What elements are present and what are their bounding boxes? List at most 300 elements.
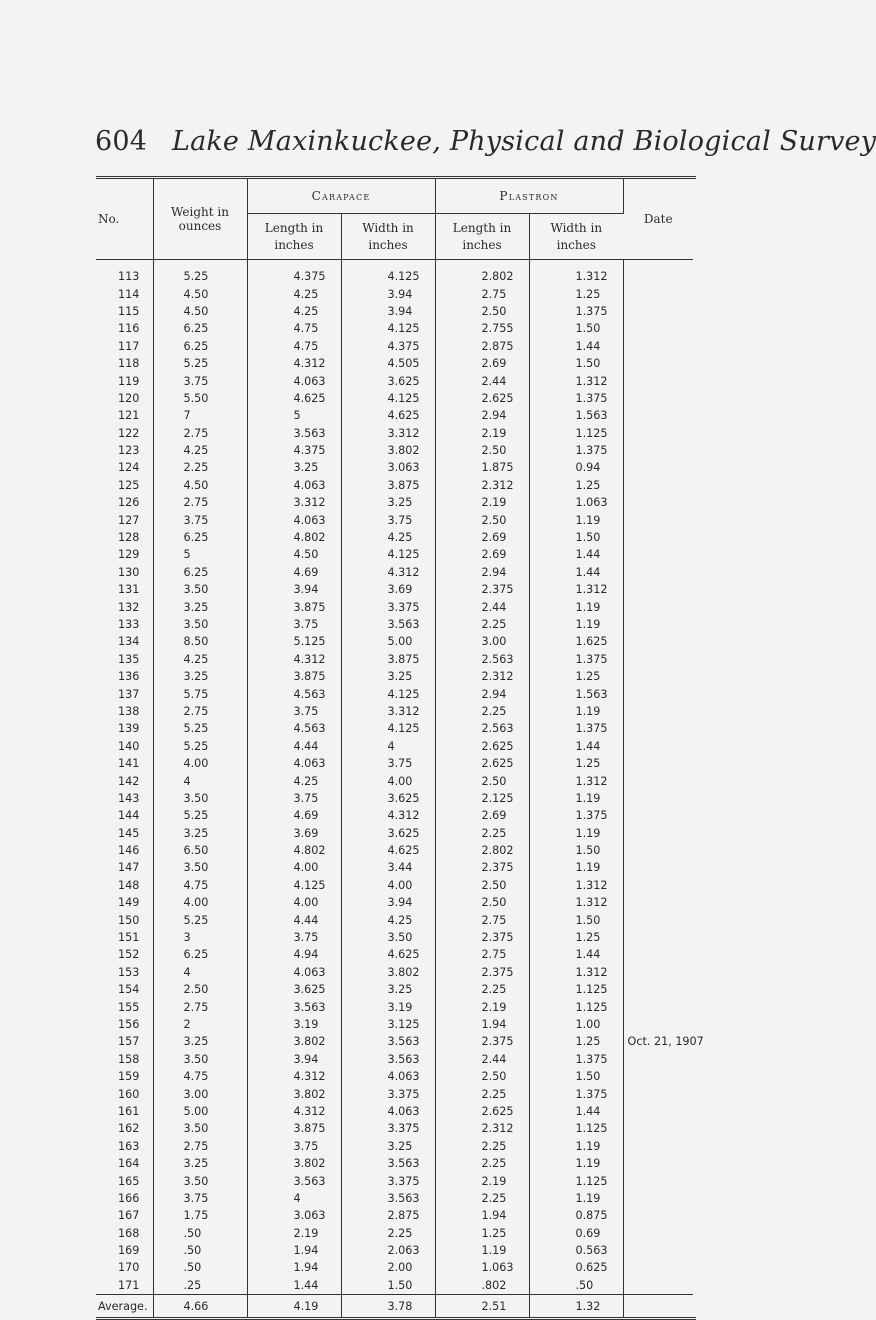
cell-carapace-width: 2.063 [341, 1242, 435, 1259]
cell-carapace-length: 3.69 [247, 825, 341, 842]
cell-plastron-width: 1.50 [529, 355, 623, 372]
cell-carapace-length: 4.44 [247, 738, 341, 755]
cell-weight: .25 [153, 1277, 247, 1295]
cell-carapace-length: 3.875 [247, 598, 341, 615]
cell-carapace-width: 3.69 [341, 581, 435, 598]
cell-no: 166 [96, 1190, 153, 1207]
cell-weight: 2.75 [153, 703, 247, 720]
cell-plastron-length: 2.375 [435, 929, 529, 946]
cell-weight: 6.25 [153, 320, 247, 337]
page-title: Lake Maxinkuckee, Physical and Biological Survey [171, 126, 876, 157]
cell-no: 165 [96, 1172, 153, 1189]
cell-no: 150 [96, 911, 153, 928]
cell-no: 131 [96, 581, 153, 598]
cell-date [623, 859, 693, 876]
cell-plastron-width: 1.19 [529, 825, 623, 842]
cell-weight: 2.75 [153, 494, 247, 511]
table-row [96, 1016, 693, 1033]
cell-weight: 7 [153, 407, 247, 424]
cell-carapace-width: 3.94 [341, 285, 435, 302]
cell-no: 148 [96, 877, 153, 894]
cell-plastron-width: 0.94 [529, 459, 623, 476]
table-row [96, 355, 693, 372]
cell-plastron-length: 2.69 [435, 546, 529, 563]
cell-carapace-width: 4.00 [341, 772, 435, 789]
cell-plastron-length: 1.94 [435, 1016, 529, 1033]
header-carapace-length: Length in inches [247, 214, 341, 260]
cell-plastron-length: 2.25 [435, 1138, 529, 1155]
cell-carapace-width: 2.875 [341, 1207, 435, 1224]
cell-weight: 3.50 [153, 1120, 247, 1137]
cell-plastron-length: 2.625 [435, 390, 529, 407]
header-no: No. [96, 179, 153, 260]
cell-carapace-width: 4.125 [341, 390, 435, 407]
cell-no: 152 [96, 946, 153, 963]
table-row [96, 1033, 693, 1050]
cell-no: 146 [96, 842, 153, 859]
cell-no: 168 [96, 1224, 153, 1241]
cell-no: 164 [96, 1155, 153, 1172]
cell-carapace-width: 4.125 [341, 685, 435, 702]
cell-plastron-length: 2.69 [435, 529, 529, 546]
table-row [96, 755, 693, 772]
cell-carapace-length: 3.75 [247, 616, 341, 633]
cell-weight: 5 [153, 546, 247, 563]
cell-plastron-width: 1.19 [529, 1138, 623, 1155]
cell-date [623, 546, 693, 563]
cell-date [623, 1085, 693, 1102]
cell-plastron-length: 2.44 [435, 598, 529, 615]
table-row [96, 1120, 693, 1137]
cell-weight: 3.00 [153, 1085, 247, 1102]
cell-date [623, 529, 693, 546]
cell-plastron-width: 0.625 [529, 1259, 623, 1276]
table-row [96, 685, 693, 702]
cell-carapace-length: 3.94 [247, 581, 341, 598]
table-row [96, 1207, 693, 1224]
cell-plastron-width: 1.19 [529, 1155, 623, 1172]
cell-carapace-length: 4.802 [247, 529, 341, 546]
table-row [96, 946, 693, 963]
cell-plastron-length: 2.19 [435, 1172, 529, 1189]
cell-weight: 5.50 [153, 390, 247, 407]
table-row [96, 929, 693, 946]
cell-weight: 6.25 [153, 946, 247, 963]
cell-plastron-length: 2.625 [435, 755, 529, 772]
cell-carapace-length: 4.94 [247, 946, 341, 963]
cell-plastron-length: 2.69 [435, 807, 529, 824]
table-row [96, 668, 693, 685]
table-row [96, 981, 693, 998]
cell-plastron-length: 2.94 [435, 685, 529, 702]
cell-plastron-width: 1.44 [529, 564, 623, 581]
cell-plastron-width: 1.19 [529, 703, 623, 720]
table-row [96, 459, 693, 476]
cell-plastron-length: 2.25 [435, 981, 529, 998]
cell-carapace-width: 3.625 [341, 825, 435, 842]
cell-carapace-width: 4.505 [341, 355, 435, 372]
page-header [95, 126, 876, 157]
cell-plastron-length: 2.312 [435, 668, 529, 685]
cell-plastron-length: 2.312 [435, 477, 529, 494]
cell-date [623, 477, 693, 494]
cell-carapace-width: 3.312 [341, 703, 435, 720]
cell-plastron-width: 1.50 [529, 911, 623, 928]
table-row [96, 338, 693, 355]
cell-carapace-length: 4.44 [247, 911, 341, 928]
table-row [96, 564, 693, 581]
cell-weight: 5.00 [153, 1103, 247, 1120]
cell-plastron-length: 2.802 [435, 260, 529, 286]
average-row [96, 1295, 693, 1318]
cell-carapace-length: 4.063 [247, 964, 341, 981]
cell-plastron-width: 1.19 [529, 511, 623, 528]
cell-no: 114 [96, 285, 153, 302]
cell-carapace-length: 1.94 [247, 1259, 341, 1276]
cell-weight: 4.00 [153, 755, 247, 772]
cell-date [623, 616, 693, 633]
cell-weight: 3.25 [153, 825, 247, 842]
cell-weight: 4.50 [153, 477, 247, 494]
cell-plastron-width: 0.563 [529, 1242, 623, 1259]
cell-carapace-width: 4.375 [341, 338, 435, 355]
cell-carapace-length: 4 [247, 1190, 341, 1207]
cell-no: 144 [96, 807, 153, 824]
cell-no: 161 [96, 1103, 153, 1120]
cell-carapace-length: 1.94 [247, 1242, 341, 1259]
cell-weight: 6.25 [153, 564, 247, 581]
cell-plastron-width: 1.50 [529, 320, 623, 337]
table-body [96, 260, 704, 1318]
cell-no: 143 [96, 790, 153, 807]
cell-date [623, 390, 693, 407]
cell-plastron-width: 1.44 [529, 738, 623, 755]
cell-carapace-length: 3.063 [247, 1207, 341, 1224]
cell-plastron-width: 1.25 [529, 929, 623, 946]
cell-plastron-width: 0.875 [529, 1207, 623, 1224]
cell-date [623, 651, 693, 668]
header-weight: Weight in ounces [153, 179, 247, 260]
cell-plastron-length: 2.19 [435, 998, 529, 1015]
cell-date [623, 442, 693, 459]
cell-weight: 2.75 [153, 1138, 247, 1155]
cell-plastron-length: .802 [435, 1277, 529, 1295]
cell-plastron-width: 1.375 [529, 303, 623, 320]
cell-carapace-width: 3.44 [341, 859, 435, 876]
cell-plastron-width: 1.375 [529, 651, 623, 668]
cell-plastron-width: 1.25 [529, 285, 623, 302]
cell-no: 113 [96, 260, 153, 286]
cell-no: 127 [96, 511, 153, 528]
cell-weight: 2.75 [153, 425, 247, 442]
cell-date [623, 790, 693, 807]
table-row [96, 651, 693, 668]
cell-weight: 6.25 [153, 338, 247, 355]
cell-no: 162 [96, 1120, 153, 1137]
cell-carapace-width: 3.625 [341, 790, 435, 807]
cell-weight: 4.25 [153, 651, 247, 668]
cell-plastron-length: 2.25 [435, 703, 529, 720]
cell-no: 128 [96, 529, 153, 546]
table-row [96, 1138, 693, 1155]
cell-date [623, 755, 693, 772]
cell-carapace-width: 4 [341, 738, 435, 755]
cell-weight: 4 [153, 772, 247, 789]
cell-no: 123 [96, 442, 153, 459]
table-row [96, 1242, 693, 1259]
cell-no: 159 [96, 1068, 153, 1085]
cell-plastron-width: 1.50 [529, 1068, 623, 1085]
cell-plastron-length: 2.69 [435, 355, 529, 372]
cell-carapace-length: 4.063 [247, 372, 341, 389]
cell-no: 141 [96, 755, 153, 772]
cell-date [623, 703, 693, 720]
cell-date [623, 720, 693, 737]
cell-plastron-length: 2.44 [435, 372, 529, 389]
cell-plastron-length: 2.50 [435, 442, 529, 459]
cell-carapace-width: 3.94 [341, 894, 435, 911]
table-row [96, 285, 693, 302]
cell-carapace-width: 4.125 [341, 320, 435, 337]
cell-weight: 4.75 [153, 877, 247, 894]
table-row [96, 511, 693, 528]
cell-carapace-width: 3.25 [341, 1138, 435, 1155]
cell-carapace-width: 3.802 [341, 964, 435, 981]
cell-plastron-width: 1.375 [529, 442, 623, 459]
cell-plastron-width: 1.19 [529, 598, 623, 615]
cell-plastron-width: 1.563 [529, 685, 623, 702]
cell-carapace-width: 3.563 [341, 1033, 435, 1050]
cell-plastron-width: 1.00 [529, 1016, 623, 1033]
cell-carapace-width: 3.125 [341, 1016, 435, 1033]
cell-weight: 3 [153, 929, 247, 946]
cell-carapace-length: 4.00 [247, 859, 341, 876]
cell-plastron-length: 2.375 [435, 859, 529, 876]
cell-no: 125 [96, 477, 153, 494]
cell-carapace-length: 4.69 [247, 807, 341, 824]
cell-carapace-length: 4.063 [247, 477, 341, 494]
cell-carapace-length: 4.75 [247, 338, 341, 355]
cell-date [623, 459, 693, 476]
cell-carapace-width: 3.50 [341, 929, 435, 946]
cell-plastron-width: 1.312 [529, 964, 623, 981]
cell-weight: 5.25 [153, 720, 247, 737]
cell-no: 138 [96, 703, 153, 720]
cell-plastron-length: 2.94 [435, 564, 529, 581]
cell-no: 156 [96, 1016, 153, 1033]
average-cell-no: Average. [96, 1295, 153, 1318]
cell-plastron-length: 2.563 [435, 651, 529, 668]
table-row [96, 738, 693, 755]
cell-weight: 6.50 [153, 842, 247, 859]
cell-no: 118 [96, 355, 153, 372]
cell-plastron-length: 2.50 [435, 1068, 529, 1085]
cell-no: 120 [96, 390, 153, 407]
cell-date [623, 981, 693, 998]
cell-no: 149 [96, 894, 153, 911]
cell-weight: 3.50 [153, 859, 247, 876]
cell-carapace-length: 4.69 [247, 564, 341, 581]
cell-plastron-width: 1.125 [529, 998, 623, 1015]
cell-plastron-length: 2.50 [435, 303, 529, 320]
cell-date [623, 285, 693, 302]
cell-plastron-width: 1.19 [529, 859, 623, 876]
cell-carapace-length: 4.312 [247, 651, 341, 668]
cell-weight: 3.75 [153, 511, 247, 528]
cell-no: 157 [96, 1033, 153, 1050]
table-row [96, 825, 693, 842]
table-row [96, 790, 693, 807]
cell-weight: 3.75 [153, 372, 247, 389]
cell-weight: 3.50 [153, 1172, 247, 1189]
table-row [96, 372, 693, 389]
cell-plastron-length: 1.875 [435, 459, 529, 476]
cell-weight: 3.50 [153, 581, 247, 598]
cell-date [623, 911, 693, 928]
cell-weight: 2 [153, 1016, 247, 1033]
cell-carapace-length: 4.375 [247, 442, 341, 459]
cell-carapace-length: 3.802 [247, 1033, 341, 1050]
cell-no: 140 [96, 738, 153, 755]
table-row [96, 772, 693, 789]
cell-date [623, 1277, 693, 1295]
cell-carapace-length: 4.25 [247, 303, 341, 320]
cell-carapace-length: 4.563 [247, 720, 341, 737]
cell-plastron-width: 1.125 [529, 1172, 623, 1189]
cell-carapace-length: 5.125 [247, 633, 341, 650]
cell-carapace-width: 3.375 [341, 1172, 435, 1189]
cell-no: 154 [96, 981, 153, 998]
cell-plastron-width: 1.125 [529, 1120, 623, 1137]
table-row [96, 1085, 693, 1102]
cell-carapace-length: 4.75 [247, 320, 341, 337]
cell-date [623, 1103, 693, 1120]
measurements-table-wrapper [96, 176, 704, 1320]
cell-carapace-length: 3.802 [247, 1085, 341, 1102]
cell-carapace-length: 4.50 [247, 546, 341, 563]
cell-no: 126 [96, 494, 153, 511]
cell-plastron-width: 1.125 [529, 981, 623, 998]
cell-no: 155 [96, 998, 153, 1015]
table-row [96, 1190, 693, 1207]
header-plastron: Plastron [435, 179, 623, 214]
table-row [96, 442, 693, 459]
cell-weight: 5.25 [153, 355, 247, 372]
cell-carapace-width: 3.563 [341, 616, 435, 633]
cell-carapace-width: 1.50 [341, 1277, 435, 1295]
cell-weight: 5.25 [153, 807, 247, 824]
cell-date [623, 738, 693, 755]
cell-no: 115 [96, 303, 153, 320]
cell-carapace-width: 4.625 [341, 842, 435, 859]
cell-no: 134 [96, 633, 153, 650]
cell-weight: 1.75 [153, 1207, 247, 1224]
cell-no: 158 [96, 1051, 153, 1068]
cell-carapace-length: 3.875 [247, 1120, 341, 1137]
cell-carapace-length: 4.125 [247, 877, 341, 894]
table-row [96, 1172, 693, 1189]
cell-plastron-width: 1.312 [529, 772, 623, 789]
cell-no: 160 [96, 1085, 153, 1102]
cell-date [623, 511, 693, 528]
cell-plastron-width: 1.44 [529, 946, 623, 963]
table-row [96, 390, 693, 407]
cell-no: 167 [96, 1207, 153, 1224]
cell-plastron-length: 2.50 [435, 894, 529, 911]
table-row [96, 1224, 693, 1241]
cell-weight: 3.75 [153, 1190, 247, 1207]
cell-plastron-length: 2.312 [435, 1120, 529, 1137]
cell-plastron-width: 1.563 [529, 407, 623, 424]
cell-plastron-length: 2.50 [435, 511, 529, 528]
cell-plastron-width: 1.375 [529, 807, 623, 824]
cell-date [623, 1016, 693, 1033]
cell-no: 119 [96, 372, 153, 389]
page-number: 604 [95, 126, 148, 157]
cell-plastron-length: 1.25 [435, 1224, 529, 1241]
cell-weight: .50 [153, 1224, 247, 1241]
cell-plastron-width: 1.50 [529, 529, 623, 546]
cell-weight: 3.50 [153, 1051, 247, 1068]
cell-date [623, 633, 693, 650]
cell-plastron-width: 1.50 [529, 842, 623, 859]
cell-carapace-length: 3.75 [247, 1138, 341, 1155]
cell-plastron-length: 2.75 [435, 946, 529, 963]
cell-carapace-width: 4.25 [341, 529, 435, 546]
cell-plastron-length: 2.19 [435, 494, 529, 511]
header-carapace-width: Width in inches [341, 214, 435, 260]
cell-weight: 4.50 [153, 303, 247, 320]
cell-plastron-length: 2.25 [435, 616, 529, 633]
cell-carapace-length: 4.312 [247, 355, 341, 372]
cell-carapace-width: 4.312 [341, 807, 435, 824]
cell-no: 139 [96, 720, 153, 737]
cell-date [623, 303, 693, 320]
cell-plastron-length: 2.125 [435, 790, 529, 807]
cell-carapace-length: 4.25 [247, 772, 341, 789]
cell-plastron-length: 2.875 [435, 338, 529, 355]
table-row [96, 1068, 693, 1085]
cell-plastron-length: 2.94 [435, 407, 529, 424]
cell-plastron-width: 1.312 [529, 260, 623, 286]
cell-carapace-width: 4.25 [341, 911, 435, 928]
cell-date [623, 407, 693, 424]
cell-date [623, 425, 693, 442]
table-row [96, 598, 693, 615]
cell-plastron-width: 1.25 [529, 668, 623, 685]
cell-carapace-length: 4.802 [247, 842, 341, 859]
cell-plastron-width: 1.44 [529, 546, 623, 563]
table-row [96, 807, 693, 824]
cell-date [623, 355, 693, 372]
table-row [96, 529, 693, 546]
cell-no: 137 [96, 685, 153, 702]
cell-carapace-width: 3.375 [341, 1120, 435, 1137]
cell-date [623, 1155, 693, 1172]
cell-date: Oct. 21, 1907 [627, 1035, 704, 1049]
cell-plastron-width: 1.625 [529, 633, 623, 650]
cell-weight: 3.25 [153, 1033, 247, 1050]
cell-no: 117 [96, 338, 153, 355]
cell-weight: 3.25 [153, 598, 247, 615]
cell-date [623, 581, 693, 598]
cell-plastron-length: 2.25 [435, 1190, 529, 1207]
cell-date [623, 564, 693, 581]
cell-date [623, 998, 693, 1015]
cell-weight: .50 [153, 1242, 247, 1259]
table-row [96, 260, 693, 286]
table-row [96, 998, 693, 1015]
